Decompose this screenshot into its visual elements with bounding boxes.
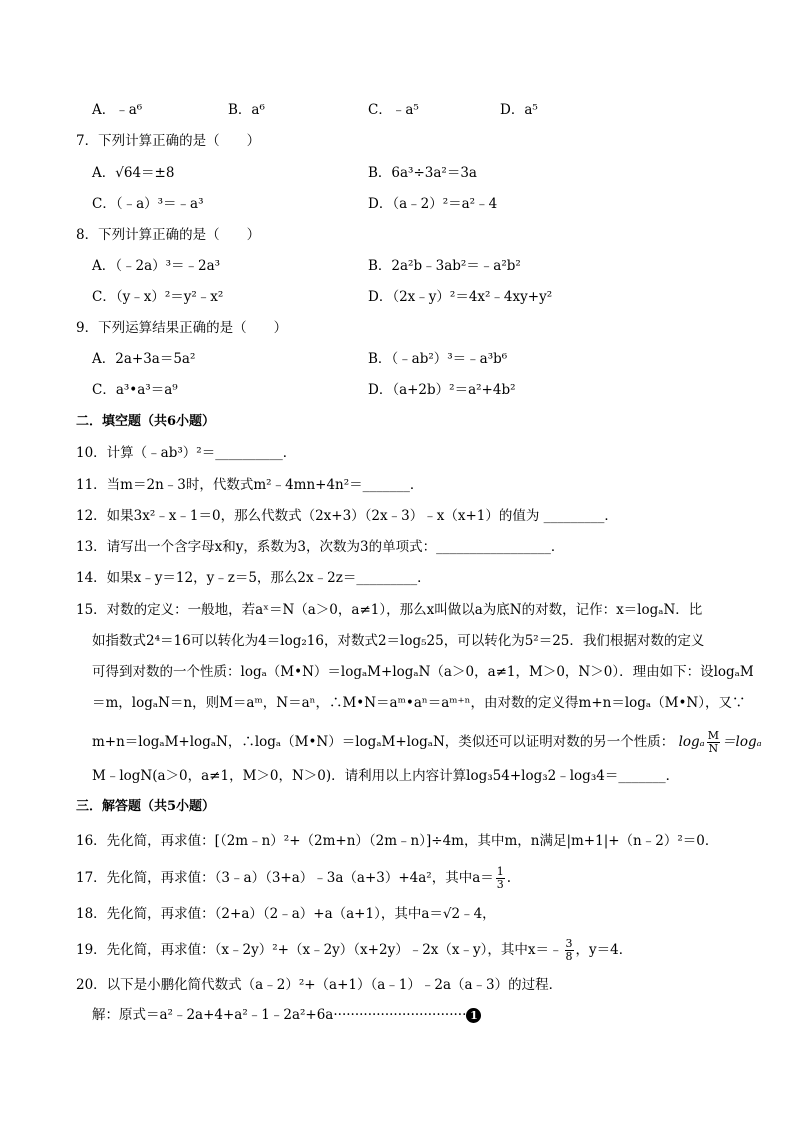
q15-line-1: 15．对数的定义：一般地，若aˣ＝N（a＞0，a≠1），那么x叫做以a为底N的对数，记作：x＝logₐN．比 <box>76 602 703 618</box>
q17-end: . <box>506 870 512 886</box>
q9-option-a: A．2a+3a＝5a² <box>92 351 196 367</box>
q19 <box>76 938 632 963</box>
q15-line-4: ＝m，logₐN＝n，则M＝aᵐ，N＝aⁿ，∴M•N＝aᵐ•aⁿ＝aᵐ⁺ⁿ，由对数的定义得m+n＝logₐ（M•N），又∵ <box>92 695 746 711</box>
q15-log-equals: ＝logₐ <box>722 734 762 750</box>
q7-option-d: D．（a﹣2）²＝a²﹣4 <box>368 196 498 212</box>
q7-stem: 7．下列计算正确的是（ ） <box>76 133 261 149</box>
section-fill-in-title: 二．填空题（共6小题） <box>76 414 216 429</box>
q9-option-d: D．（a+2b）²＝a²+4b² <box>368 382 516 398</box>
section-answer-title: 三．解答题（共5小题） <box>76 799 216 814</box>
q19-fraction-numerator: 3 <box>565 937 573 950</box>
q14: 14．如果x﹣y＝12，y﹣z＝5，那么2x﹣2z＝_________． <box>76 570 431 586</box>
q9-stem: 9．下列运算结果正确的是（ ） <box>76 320 288 336</box>
q8-option-d: D．（2x﹣y）²＝4x²﹣4xy+y² <box>368 289 553 305</box>
q15-fraction-numerator: M <box>707 729 719 742</box>
q15-line-2: 如指数式2⁴＝16可以转化为4＝log₂16，对数式2＝log₅25，可以转化为5²＝25．我们根据对数的定义 <box>92 633 705 649</box>
step-marker-circled-one: 1 <box>466 1008 481 1023</box>
q8-stem: 8．下列计算正确的是（ ） <box>76 227 261 243</box>
q8-option-b: B．2a²b﹣3ab²＝﹣a²b² <box>368 258 521 274</box>
q12: 12．如果3x²﹣x﹣1＝0，那么代数式（2x+3）（2x﹣3）﹣x（x+1）的值为 _________． <box>76 508 618 524</box>
q10: 10．计算（﹣ab³）²＝__________． <box>76 445 297 461</box>
q15-line-5-text: m+n＝logₐM+logₐN，∴logₐ（M•N）＝logₐM+logₐN，类似还可以证明对数的另一个性质： <box>92 734 675 750</box>
q19-fraction <box>565 938 574 963</box>
q7-option-c: C．（﹣a）³＝﹣a³ <box>92 196 204 212</box>
q16: 16．先化简，再求值：[（2m﹣n）²+（2m+n）（2m﹣n）]÷4m，其中m，n满足|m+1|+（n﹣2）²＝0． <box>76 833 719 849</box>
q15-line-5 <box>92 730 762 755</box>
q20-solution-text: 解：原式＝a²﹣2a+4+a²﹣1﹣2a²+6a······························· <box>92 1007 467 1023</box>
q9-option-b: B．（﹣ab²）³＝﹣a³b⁶ <box>368 351 508 367</box>
q7-option-a: A．√64＝±8 <box>92 165 175 181</box>
q15-log-prefix: logₐ <box>678 734 705 750</box>
q15-line-3: 可得到对数的一个性质：logₐ（M•N）＝logₐM+logₐN（a＞0，a≠1，M＞0，N＞0）．理由如下：设logₐM <box>92 664 754 680</box>
q17-text: 17．先化简，再求值：（3﹣a）（3+a）﹣3a（a+3）+4a²，其中a＝ <box>76 870 494 886</box>
q8-option-a: A．（﹣2a）³＝﹣2a³ <box>92 258 221 274</box>
q19-end: ，y＝4． <box>575 942 633 958</box>
q17 <box>76 866 511 891</box>
q17-fraction <box>496 866 505 891</box>
q6-option-a: A．﹣a⁶ <box>92 102 143 118</box>
q15-line-6: M﹣logN(a＞0，a≠1，M＞0，N＞0)．请利用以上内容计算log₃54+log₃2﹣log₃4＝_______． <box>92 768 680 784</box>
q6-option-b: B．a⁶ <box>228 102 265 118</box>
q6-option-c: C．﹣a⁵ <box>368 102 419 118</box>
q20: 20．以下是小鹏化简代数式（a﹣2）²+（a+1）（a﹣1）﹣2a（a﹣3）的过程． <box>76 977 563 993</box>
q17-fraction-numerator: 1 <box>496 865 504 878</box>
q7-option-b: B．6a³÷3a²＝3a <box>368 165 477 181</box>
q6-option-d: D．a⁵ <box>500 102 538 118</box>
q19-fraction-denominator: 8 <box>565 950 573 963</box>
q18: 18．先化简，再求值：（2+a）（2﹣a）+a（a+1），其中a＝√2﹣4， <box>76 906 496 922</box>
q11: 11．当m＝2n﹣3时，代数式m²﹣4mn+4n²＝_______． <box>76 477 424 493</box>
q19-text: 19．先化简，再求值：（x﹣2y）²+（x﹣2y）（x+2y）﹣2x（x﹣y），其中x＝﹣ <box>76 942 563 958</box>
q9-option-c: C．a³•a³＝a⁹ <box>92 382 178 398</box>
q8-option-c: C．（y﹣x）²＝y²﹣x² <box>92 289 224 305</box>
q15-fraction <box>707 730 720 755</box>
q15-fraction-denominator: N <box>708 742 719 755</box>
q13: 13．请写出一个含字母x和y，系数为3，次数为3的单项式：_________________． <box>76 539 565 555</box>
q20-solution-line <box>92 1005 481 1025</box>
q17-fraction-denominator: 3 <box>496 878 504 891</box>
